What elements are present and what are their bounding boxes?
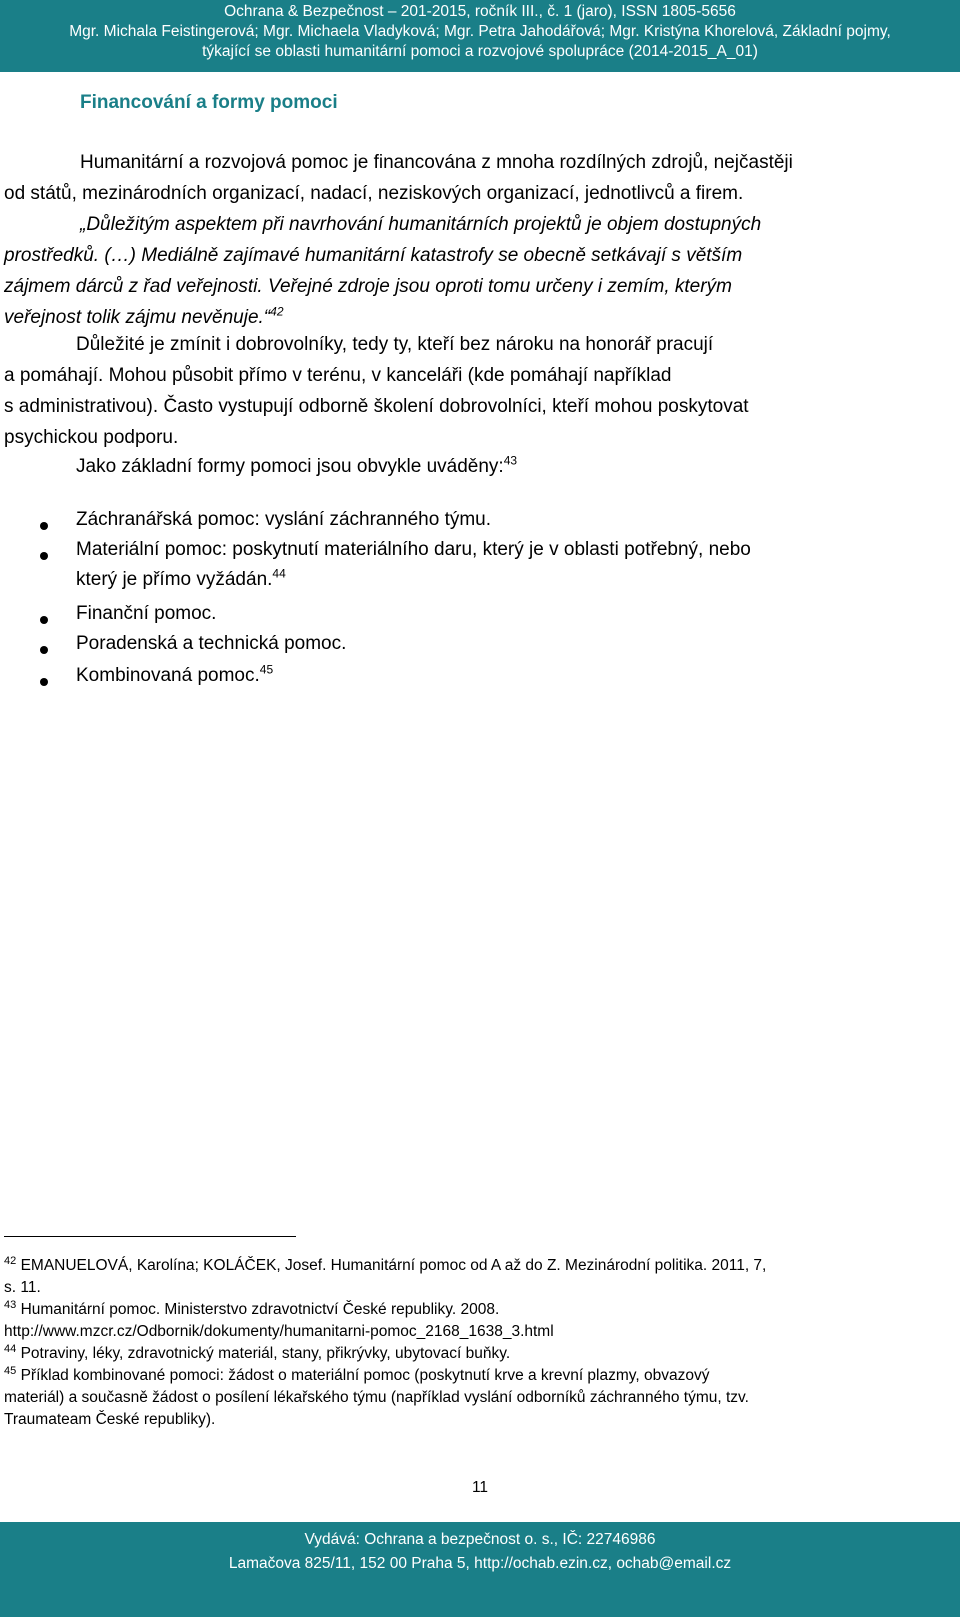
- paragraph-line: Důležité je zmínit i dobrovolníky, tedy ty, kteří bez nároku na honorář pracují: [76, 334, 714, 355]
- footnote-ref: 42: [270, 304, 284, 319]
- footnote-text: Příklad kombinované pomoci: žádost o materiální pomoc (poskytnutí krve a krevní plazmy, obvazový: [20, 1367, 710, 1384]
- list-item: [76, 662, 274, 687]
- footer-line-2: Lamačova 825/11, 152 00 Praha 5, http://ochab.ezin.cz, ochab@email.cz: [228, 1555, 732, 1572]
- list-item: [76, 633, 346, 655]
- list-item: [76, 539, 751, 561]
- quote-line: zájmem dárců z řad veřejnosti. Veřejné zdroje jsou oproti tomu určeny i zemím, kterým: [4, 276, 732, 297]
- paragraph-line: [4, 451, 954, 482]
- quote-text: veřejnost tolik zájmu nevěnuje.“: [4, 307, 271, 328]
- bullet-dot-icon: [40, 678, 48, 686]
- footnote-ref: 45: [259, 662, 274, 677]
- footnote-text: EMANUELOVÁ, Karolína; KOLÁČEK, Josef. Humanitární pomoc od A až do Z. Mezinárodní politika. 2011, 7,: [20, 1257, 767, 1274]
- bullet-dot-icon: [40, 522, 48, 530]
- bullet-dot-icon: [40, 552, 48, 560]
- footnote-text-continuation: Traumateam České republiky).: [4, 1411, 216, 1428]
- section-heading: Financování a formy pomoci: [80, 92, 338, 113]
- footnote-number: 42: [4, 1254, 17, 1267]
- header-line-1: Ochrana & Bezpečnost – 201-2015, ročník III., č. 1 (jaro), ISSN 1805-5656: [224, 3, 736, 20]
- footnote-45: [4, 1365, 954, 1387]
- list-item: [76, 509, 491, 531]
- footnote-42: [4, 1255, 954, 1277]
- bullet-dot-icon: [40, 616, 48, 624]
- list-item-text: který je přímo vyžádán.: [76, 569, 273, 590]
- footnote-number: 44: [4, 1342, 17, 1355]
- paragraph-line: s administrativou). Často vystupují odborně školení dobrovolníci, kteří mohou poskytovat: [4, 396, 749, 417]
- quote-line: prostředků. (…) Mediálně zajímavé humanitární katastrofy se obecně setkávají s větším: [4, 245, 743, 266]
- footnote-divider: [4, 1236, 296, 1237]
- footnote-ref: 43: [503, 453, 518, 468]
- list-item-text: Materiální pomoc: poskytnutí materiálního daru, který je v oblasti potřebný, nebo: [76, 539, 751, 560]
- list-item-continuation: [76, 566, 286, 591]
- footnote-text-continuation: materiál) a současně žádost o posílení lékařského týmu (například vyslání odborníků záchranného týmu, tzv.: [4, 1389, 749, 1406]
- footnote-text-continuation: s. 11.: [4, 1279, 41, 1296]
- paragraph-line: od států, mezinárodních organizací, nadací, neziskových organizací, jednotlivců a firem.: [4, 183, 744, 204]
- paragraph-3: [4, 451, 954, 482]
- paragraph-text: Jako základní formy pomoci jsou obvykle uváděny:: [76, 456, 504, 477]
- bullet-dot-icon: [40, 646, 48, 654]
- header-line-3: týkající se oblasti humanitární pomoci a rozvojové spolupráce (2014-2015_A_01): [202, 43, 758, 60]
- publisher-footer: [0, 1522, 960, 1617]
- quote-line: „Důležitým aspektem při navrhování humanitárních projektů je objem dostupných: [80, 214, 762, 235]
- list-item-text: Poradenská a technická pomoc.: [76, 633, 347, 654]
- paragraph-line: Humanitární a rozvojová pomoc je financována z mnoha rozdílných zdrojů, nejčastěji: [80, 152, 793, 173]
- footnote-text: Humanitární pomoc. Ministerstvo zdravotnictví České republiky. 2008.: [20, 1301, 500, 1318]
- paragraph-2: [4, 329, 954, 453]
- paragraph-line: psychickou podporu.: [4, 427, 179, 448]
- list-item-text: Kombinovaná pomoc.: [76, 665, 260, 686]
- footnote-text: Potraviny, léky, zdravotnický materiál, stany, přikrývky, ubytovací buňky.: [20, 1345, 511, 1362]
- header-line-2: Mgr. Michala Feistingerová; Mgr. Michaela Vladyková; Mgr. Petra Jahodářová; Mgr. Kristýna Khorelová, Základní pojmy,: [69, 23, 891, 40]
- footnote-link[interactable]: http://www.mzcr.cz/Odbornik/dokumenty/humanitarni-pomoc_2168_1638_3.html: [4, 1323, 554, 1340]
- footnote-number: 43: [4, 1298, 17, 1311]
- footnote-43: [4, 1299, 954, 1321]
- paragraph-line: a pomáhají. Mohou působit přímo v terénu, v kanceláři (kde pomáhají například: [4, 365, 672, 386]
- paragraph-1: [4, 147, 954, 333]
- footnote-ref: 44: [272, 566, 286, 581]
- list-item-text: Záchranářská pomoc: vyslání záchranného týmu.: [76, 509, 492, 530]
- journal-header: [0, 0, 960, 72]
- list-item: [76, 603, 216, 625]
- footer-line-1: Vydává: Ochrana a bezpečnost o. s., IČ: 22746986: [304, 1531, 656, 1548]
- footnote-number: 45: [4, 1364, 17, 1377]
- page-number: 11: [471, 1479, 489, 1496]
- list-item-text: Finanční pomoc.: [76, 603, 217, 624]
- footnotes: [4, 1255, 954, 1431]
- footnote-44: [4, 1343, 954, 1365]
